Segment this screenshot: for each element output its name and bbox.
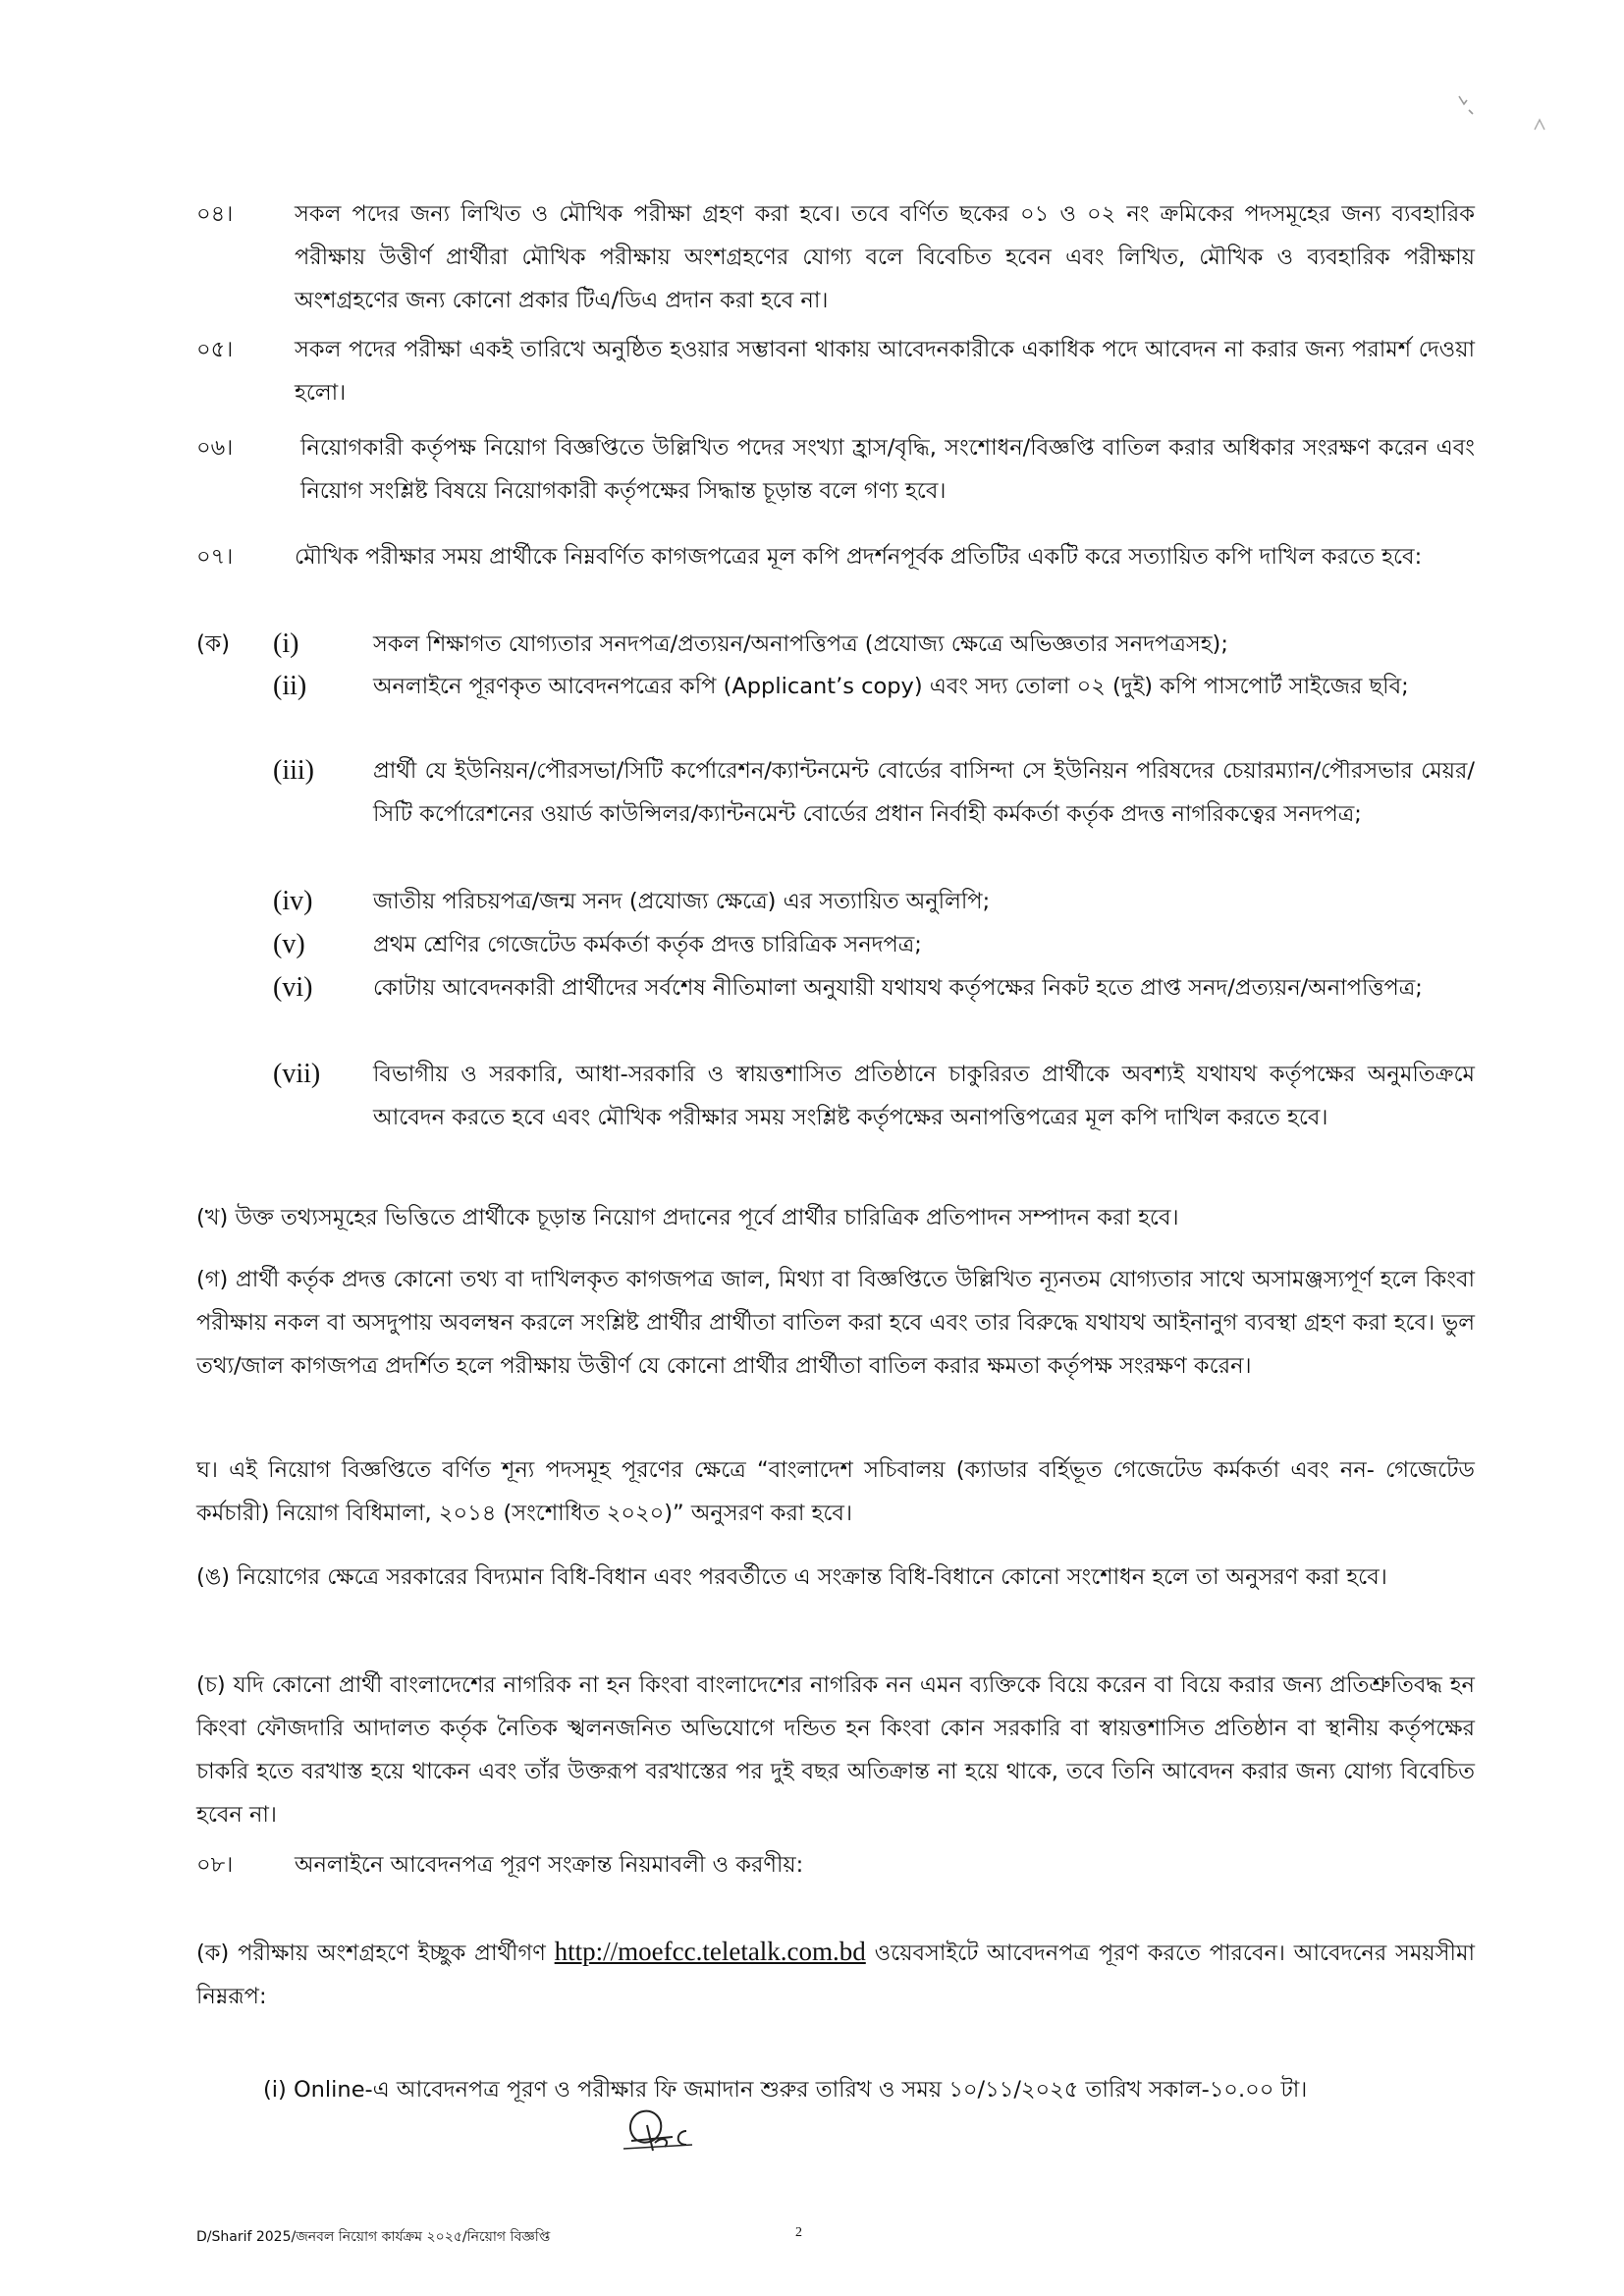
list-item: অনলাইনে পূরণকৃত আবেদনপত্রের কপি (Applicant’s copy) এবং সদ্য তোলা ০২ (দুই) কপি পাসপোর্ট সাইজের ছবি; (373, 674, 1409, 699)
clause-ka-online (196, 1930, 1475, 2018)
list-marker: (v) (273, 929, 305, 959)
list-item: প্রার্থী যে ইউনিয়ন/পৌরসভা/সিটি কর্পোরেশন/ক্যান্টনমেন্ট বোর্ডের বাসিন্দা সে ইউনিয়ন পরিষদের চেয়ারম্যান/পৌরসভার মেয়র/সিটি কর্পোরেশনের ওয়ার্ড কাউন্সিলর/ক্যান্টনমেন্ট বোর্ডের প্রধান নির্বাহী কর্মকর্তা কর্তৃক প্রদত্ত নাগরিকত্বের সনদপত্র; (373, 758, 1475, 827)
item-text: মৌখিক পরীক্ষার সময় প্রার্থীকে নিম্নবর্ণিত কাগজপত্রের মূল কপি প্রদর্শনপূর্বক প্রতিটির একটি করে সত্যায়িত কপি দাখিল করতে হবে: (295, 544, 1423, 570)
list-marker: (iv) (273, 886, 313, 916)
item-number: ০৭। (196, 544, 234, 570)
list-item: সকল শিক্ষাগত যোগ্যতার সনদপত্র/প্রত্যয়ন/অনাপত্তিপত্র (প্রযোজ্য ক্ষেত্রে অভিজ্ঞতার সনদপত্রসহ); (373, 631, 1228, 657)
item-text: সকল পদের জন্য লিখিত ও মৌখিক পরীক্ষা গ্রহণ করা হবে। তবে বর্ণিত ছকের ০১ ও ০২ নং ক্রমিকের পদসমূহের জন্য ব্যবহারিক পরীক্ষায় উত্তীর্ণ প্রার্থীরা মৌখিক পরীক্ষায় অংশগ্রহণের যোগ্য বলে বিবেচিত হবেন এবং লিখিত, মৌখিক ও ব্যবহারিক পরীক্ষায় অংশগ্রহণের জন্য কোনো প্রকার টিএ/ডিএ প্রদান করা হবে না। (295, 201, 1475, 313)
list-marker: (vi) (273, 972, 313, 1003)
clause-gha: ঘ। এই নিয়োগ বিজ্ঞপ্তিতে বর্ণিত শূন্য পদসমূহ পূরণের ক্ষেত্রে “বাংলাদেশ সচিবালয় (ক্যাডার বর্হিভূত গেজেটেড কর্মকর্তা এবং নন- গেজেটেড কর্মচারী) নিয়োগ বিধিমালা, ২০১৪ (সংশোধিত ২০২০)” অনুসরণ করা হবে। (196, 1457, 1475, 1526)
list-item: জাতীয় পরিচয়পত্র/জন্ম সনদ (প্রযোজ্য ক্ষেত্রে) এর সত্যায়িত অনুলিপি; (373, 889, 991, 914)
item-text: নিয়োগকারী কর্তৃপক্ষ নিয়োগ বিজ্ঞপ্তিতে উল্লিখিত পদের সংখ্যা হ্রাস/বৃদ্ধি, সংশোধন/বিজ্ঞপ্তি বাতিল করার অধিকার সংরক্ষণ করেন এবং নিয়োগ সংশ্লিষ্ট বিষয়ে নিয়োগকারী কর্তৃপক্ষের সিদ্ধান্ত চূড়ান্ত বলে গণ্য হবে। (300, 435, 1475, 504)
handwritten-signature (614, 2102, 722, 2160)
list-marker: (i) (273, 629, 299, 659)
list-item: বিভাগীয় ও সরকারি, আধা-সরকারি ও স্বায়ত্তশাসিত প্রতিষ্ঠানে চাকুরিরত প্রার্থীকে অবশ্যই যথাযথ কর্তৃপক্ষের অনুমতিক্রমে আবেদন করতে হবে এবং মৌখিক পরীক্ষার সময় সংশ্লিষ্ট কর্তৃপক্ষের অনাপত্তিপত্রের মূল কপি দাখিল করতে হবে। (373, 1062, 1475, 1130)
item-text: সকল পদের পরীক্ষা একই তারিখে অনুষ্ঠিত হওয়ার সম্ভাবনা থাকায় আবেদনকারীকে একাধিক পদে আবেদন না করার জন্য পরামর্শ দেওয়া হলো। (295, 337, 1475, 406)
item-number: ০৮। (196, 1852, 234, 1878)
list-marker: (vii) (273, 1059, 321, 1089)
item-text: অনলাইনে আবেদনপত্র পূরণ সংক্রান্ত নিয়মাবলী ও করণীয়: (295, 1852, 804, 1878)
item-number: ০৪। (196, 201, 234, 227)
scan-speck-mark (1455, 90, 1479, 118)
scan-speck-mark (1532, 116, 1549, 134)
footer-file-path: D/Sharif 2025/জনবল নিয়োগ কার্যক্রম ২০২৫/নিয়োগ বিজ্ঞপ্তি (196, 2229, 551, 2245)
online-schedule-item: (i) Online-এ আবেদনপত্র পূরণ ও পরীক্ষার ফি জমাদান শুরুর তারিখ ও সময় ১০/১১/২০২৫ তারিখ সকাল-১০.০০ টা। (263, 2077, 1308, 2103)
clause-umo: (ঙ) নিয়োগের ক্ষেত্রে সরকারের বিদ্যমান বিধি-বিধান এবং পরবর্তীতে এ সংক্রান্ত বিধি-বিধানে কোনো সংশোধন হলে তা অনুসরণ করা হবে। (196, 1564, 1387, 1590)
item-number: ০৬। (196, 435, 234, 461)
clause-cha: (চ) যদি কোনো প্রার্থী বাংলাদেশের নাগরিক না হন কিংবা বাংলাদেশের নাগরিক নন এমন ব্যক্তিকে বিয়ে করেন বা বিয়ে করার জন্য প্রতিশ্রুতিবদ্ধ হন কিংবা ফৌজদারি আদালত কর্তৃক নৈতিক স্খলনজনিত অভিযোগে দন্ডিত হন কিংবা কোন সরকারি বা স্বায়ত্তশাসিত প্রতিষ্ঠান বা স্থানীয় কর্তৃপক্ষের চাকরি হতে বরখাস্ত হয়ে থাকেন এবং তাঁর উক্তরূপ বরখাস্তের পর দুই বছর অতিক্রান্ত না হয়ে থাকে, তবে তিনি আবেদন করার জন্য যোগ্য বিবেচিত হবেন না। (196, 1672, 1475, 1828)
list-marker: (ii) (273, 671, 307, 701)
clause-ka-suffix: ওয়েবসাইটে আবেদনপত্র পূরণ করতে পারবেন। আবেদনের সময়সীমা নিম্নরূপ: (196, 1941, 1475, 2009)
clause-kha: (খ) উক্ত তথ্যসমূহের ভিত্তিতে প্রার্থীকে চূড়ান্ত নিয়োগ প্রদানের পূর্বে প্রার্থীর চারিত্রিক প্রতিপাদন সম্পাদন করা হবে। (196, 1205, 1179, 1230)
website-link[interactable]: http://moefcc.teletalk.com.bd (554, 1937, 866, 1966)
list-item: প্রথম শ্রেণির গেজেটেড কর্মকর্তা কর্তৃক প্রদত্ত চারিত্রিক সনদপত্র; (373, 932, 922, 957)
item-number: ০৫। (196, 337, 234, 362)
list-item: কোটায় আবেদনকারী প্রার্থীদের সর্বশেষ নীতিমালা অনুযায়ী যথাযথ কর্তৃপক্ষের নিকট হতে প্রাপ্ত সনদ/প্রত্যয়ন/অনাপত্তিপত্র; (373, 975, 1423, 1001)
clause-ka-prefix: (ক) পরীক্ষায় অংশগ্রহণে ইচ্ছুক প্রার্থীগণ (196, 1941, 555, 1966)
subsection-label: (ক) (196, 631, 231, 657)
page-number: 2 (795, 2225, 802, 2240)
clause-ga: (গ) প্রার্থী কর্তৃক প্রদত্ত কোনো তথ্য বা দাখিলকৃত কাগজপত্র জাল, মিথ্যা বা বিজ্ঞপ্তিতে উল্লিখিত ন্যূনতম যোগ্যতার সাথে অসামঞ্জস্যপূর্ণ হলে কিংবা পরীক্ষায় নকল বা অসদুপায় অবলম্বন করলে সংশ্লিষ্ট প্রার্থীর প্রার্থীতা বাতিল করা হবে এবং তার বিরুদ্ধে যথাযথ আইনানুগ ব্যবস্থা গ্রহণ করা হবে। ভুল তথ্য/জাল কাগজপত্র প্রদর্শিত হলে পরীক্ষায় উত্তীর্ণ যে কোনো প্রার্থীর প্রার্থীতা বাতিল করার ক্ষমতা কর্তৃপক্ষ সংরক্ষণ করেন। (196, 1267, 1475, 1379)
list-marker: (iii) (273, 755, 314, 786)
